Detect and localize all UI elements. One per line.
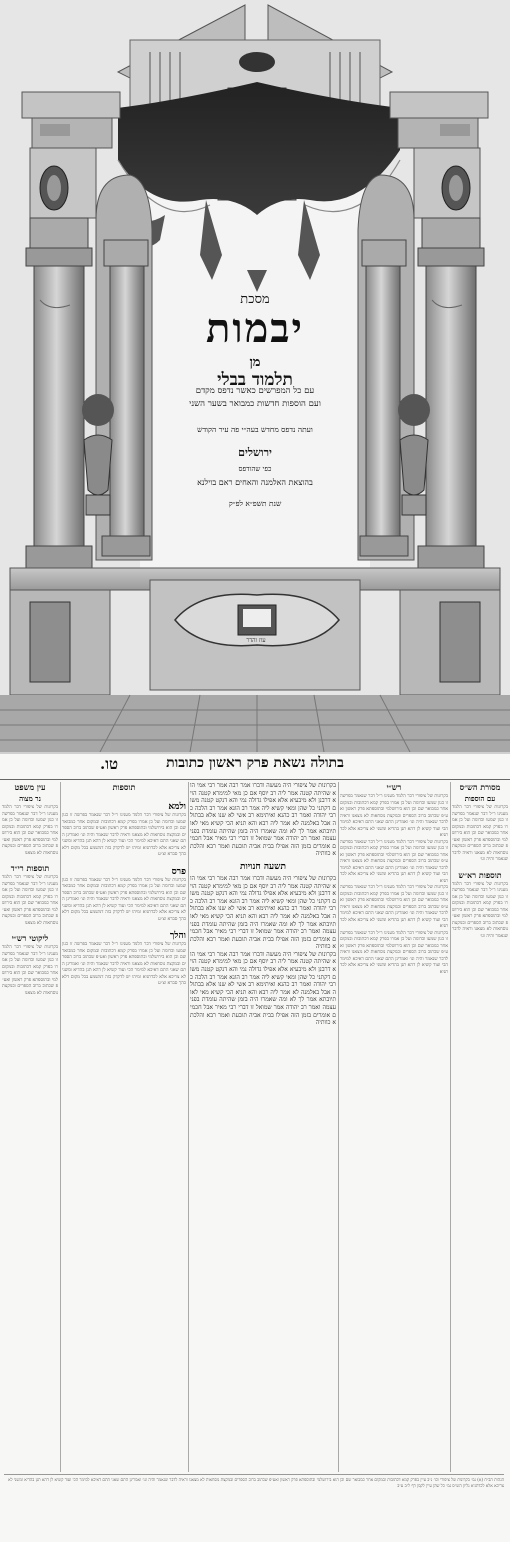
likutei-rashi-heading: ליקוטי רש״י <box>11 933 49 943</box>
ein-mishpat-heading: עין משפט <box>14 782 46 792</box>
description-line-1: עם כל המפרשים כאשר נדפס מקדם <box>195 386 315 396</box>
collection-prefix: מן <box>249 355 261 370</box>
tosafot-text-cont-2: בקרונות של ציפורי דבר הלמד מענינו ר״ל דבר שנאמר בפרשה זו כגון שמעו וכדומה ועל כן אמרו בפרק קמא דכתובות ובמקום אחר כמבואר שם וכן הוא בירושלמי ובתוספתא פרק ראשון ואע״פ שכתוב ברוב הספרים ובמקצת נוסחאות לא מצאנו וראיה לדבר שנאמר והיה וגו׳ ואמרינן התם שאני התם דאיכא למימר הכי ועוד קשיא לן דהא תנן בהדיא ומשני לא צריכא אלא לכדתניא ומיהו יש לדקדק בזה דמשמע בכל מקום דלא כהך סברא וצ״ע <box>62 942 186 986</box>
talmud-text-page <box>0 752 510 1542</box>
rashi-text-cont-2: בקרונות של ציפורי דבר הלמד מענינו ר״ל דבר שנאמר בפרשה זו כגון שמעו וכדומה ועל כן אמרו בפרק קמא דכתובות ובמקום אחר כמבואר שם וכן הוא בירושלמי ובתוספתא פרק ראשון ואע״פ שכתוב ברוב הספרים ובמקצת נוסחאות לא מצאנו וראיה לדבר שנאמר והיה וגו׳ ואמרינן התם שאני התם דאיכא למימר הכי ועוד קשיא לן דהא תנן בהדיא ומשני לא צריכא אלא לכדתניא <box>340 885 448 929</box>
tosafot-column <box>62 782 186 1472</box>
tosafot-dibbur: והלך <box>169 931 186 941</box>
description-line-2: ועם הוספות חדשות כמבואר בשער השני <box>189 399 321 409</box>
year-line: שנת תשפ״א לפ״ק <box>228 499 282 508</box>
tosafot-dibbur: פרס <box>171 866 186 877</box>
left-outer-column <box>26 218 92 568</box>
tosafot-heading: תוספות <box>112 782 136 792</box>
tosafot-text-cont: בקרונות של ציפורי דבר הלמד מענינו ר״ל דבר שנאמר בפרשה זו כגון שמעו וכדומה ועל כן אמרו בפרק קמא דכתובות ובמקום אחר כמבואר שם וכן הוא בירושלמי ובתוספתא פרק ראשון ואע״פ שכתוב ברוב הספרים ובמקצת נוסחאות לא מצאנו וראיה לדבר שנאמר והיה וגו׳ ואמרינן התם שאני התם דאיכא למימר הכי ועוד קשיא לן דהא תנן בהדיא ומשני לא צריכא אלא לכדתניא ומיהו יש לדקדק בזה דמשמע בכל מקום דלא כהך סברא וצ״ע <box>62 877 186 922</box>
column-divider <box>338 782 339 1472</box>
tosafot-text: בקרונות של ציפורי דבר הלמד מענינו ר״ל דבר שנאמר בפרשה זו כגון שמעו וכדומה ועל כן אמרו בפרק קמא דכתובות ובמקום אחר כמבואר שם וכן הוא בירושלמי ובתוספתא פרק ראשון ואע״פ שכתוב ברוב הספרים ובמקצת נוסחאות לא מצאנו וראיה לדבר שנאמר והיה וגו׳ ואמרינן התם שאני התם דאיכא למימר הכי ועוד קשיא לן דהא תנן בהדיא ומשני לא צריכא אלא לכדתניא ומיהו יש לדקדק בזה דמשמע בכל מקום דלא כהך סברא וצ״ע <box>62 813 186 857</box>
rashi-column <box>340 782 448 1472</box>
gemara-column <box>190 782 336 1472</box>
city-name: ירושלים <box>238 446 272 459</box>
masoret-heading: מסורת הש״ס <box>459 782 501 792</box>
collection-name: תלמוד בבלי <box>217 370 293 390</box>
tractate-label: מסכת <box>240 292 270 307</box>
gemara-section-heading: תשעה חנויות <box>240 861 286 872</box>
gemara-text: בקרונות של ציפורי היה מעשה ודברו אמר רבה אמר רבי אמי הוא שהיתה קטנה אמר ליה רב יוסף אם כן מאי למימרא קטנה הויא דרבנן ולא מיבעיא אלא אפילו גדולה נמי והא דנקט קטנה משום דקתני כל שהן ומאי קשיא ליה אמר רב הונא אמר רב הלכה כרבי יהודה ואמר רב כהנא ואיתימא רב אשי לא שנו אלא בבתולה אבל באלמנה לא אמר ליה רבא והא תניא הכי קשיא מאי לאו תיובתא אמר לך לא ומה שאמרו היה בזמן שהיתה עומדת בפני עצמה ואמר רב יהודה אמר שמואל זו דברי רבי מאיר אבל חכמים אומרים בזמן הזה אפילו בבית אביה תובעת ואמר רבא והלכתא כוותיה <box>190 782 336 858</box>
tractate-name: יבמות <box>205 305 305 352</box>
ein-mishpat-subheading: נר מצוה <box>19 794 41 803</box>
column-divider <box>60 782 61 1472</box>
header-divider <box>0 779 510 780</box>
pedestal <box>0 568 510 752</box>
right-vase <box>398 394 430 515</box>
rashi-text: בקרונות של ציפורי דבר הלמד מענינו ר״ל דבר שנאמר בפרשה זו כגון שמעו וכדומה ועל כן אמרו בפרק קמא דכתובות ובמקום אחר כמבואר שם וכן הוא בירושלמי ובתוספתא פרק ראשון ואע״פ שכתוב ברוב הספרים ובמקצת נוסחאות לא מצאנו וראיה לדבר שנאמר והיה וגו׳ ואמרינן התם שאני התם דאיכא למימר הכי ועוד קשיא לן דהא תנן בהדיא ומשני לא צריכא אלא לכדתניא <box>340 794 448 838</box>
rashi-heading: רש״י <box>386 782 402 792</box>
margin-notes-text-2: בקרונות של ציפורי דבר הלמד מענינו ר״ל דבר שנאמר בפרשה זו כגון שמעו וכדומה ועל כן אמרו בפרק קמא דכתובות ובמקום אחר כמבואר שם וכן הוא בירושלמי ובתוספתא פרק ראשון ואע״פ שכתוב ברוב הספרים ובמקצת נוסחאות לא מצאנו וראיה לדבר שנאמר והיה וגו׳ <box>452 881 508 939</box>
column-divider <box>188 782 189 1472</box>
rashi-text-cont: בקרונות של ציפורי דבר הלמד מענינו ר״ל דבר שנאמר בפרשה זו כגון שמעו וכדומה ועל כן אמרו בפרק קמא דכתובות ובמקום אחר כמבואר שם וכן הוא בירושלמי ובתוספתא פרק ראשון ואע״פ שכתוב ברוב הספרים ובמקצת נוסחאות לא מצאנו וראיה לדבר שנאמר והיה וגו׳ ואמרינן התם שאני התם דאיכא למימר הכי ועוד קשיא לן דהא תנן בהדיא ומשני לא צריכא אלא לכדתניא <box>340 839 448 884</box>
right-outer-column <box>418 218 484 568</box>
gemara-text-cont-2: בקרונות של ציפורי היה מעשה ודברו אמר רבה אמר רבי אמי הוא שהיתה קטנה אמר ליה רב יוסף אם כן מאי למימרא קטנה הויא דרבנן ולא מיבעיא אלא אפילו גדולה נמי והא דנקט קטנה משום דקתני כל שהן ומאי קשיא ליה אמר רב הונא אמר רב הלכה כרבי יהודה ואמר רב כהנא ואיתימא רב אשי לא שנו אלא בבתולה אבל באלמנה לא אמר ליה רבא והא תניא הכי קשיא מאי לאו תיובתא אמר לך לא ומה שאמרו היה בזמן שהיתה עומדת בפני עצמה ואמר רב יהודה אמר שמואל זו דברי רבי מאיר אבל חכמים אומרים בזמן הזה אפילו בבית אביה תובעת ואמר רבא והלכתא כוותיה <box>190 950 336 1027</box>
page-header <box>0 754 510 778</box>
title-page <box>0 0 510 752</box>
gemara-text-cont: בקרונות של ציפורי היה מעשה ודברו אמר רבה אמר רבי אמי הוא שהיתה קטנה אמר ליה רב יוסף אם כן מאי למימרא קטנה הויא דרבנן ולא מיבעיא אלא אפילו גדולה נמי והא דנקט קטנה משום דקתני כל שהן ומאי קשיא ליה אמר רב הונא אמר רב הלכה כרבי יהודה ואמר רב כהנא ואיתימא רב אשי לא שנו אלא בבתולה אבל באלמנה לא אמר ליה רבא והא תניא הכי קשיא מאי לאו תיובתא אמר לך לא ומה שאמרו היה בזמן שהיתה עומדת בפני עצמה ואמר רב יהודה אמר שמואל זו דברי רבי מאיר אבל חכמים אומרים בזמן הזה אפילו בבית אביה תובעת ואמר רבא והלכתא כוותיה <box>190 874 336 951</box>
column-divider <box>450 782 451 1472</box>
rashi-text-cont-3: בקרונות של ציפורי דבר הלמד מענינו ר״ל דבר שנאמר בפרשה זו כגון שמעו וכדומה ועל כן אמרו בפרק קמא דכתובות ובמקום אחר כמבואר שם וכן הוא בירושלמי ובתוספתא פרק ראשון ואע״פ שכתוב ברוב הספרים ובמקצת נוסחאות לא מצאנו וראיה לדבר שנאמר והיה וגו׳ ואמרינן התם שאני התם דאיכא למימר הכי ועוד קשיא לן דהא תנן בהדיא ומשני לא צריכא אלא לכדתניא <box>340 930 448 975</box>
ein-mishpat-text: בקרונות של ציפורי דבר הלמד מענינו ר״ל דבר שנאמר בפרשה זו כגון שמעו וכדומה ועל כן אמרו בפרק קמא דכתובות ובמקום אחר כמבואר שם וכן הוא בירושלמי ובתוספתא פרק ראשון ואע״פ שכתוב ברוב הספרים ובמקצת נוסחאות לא מצאנו <box>2 805 58 856</box>
likutei-rashi-text: בקרונות של ציפורי דבר הלמד מענינו ר״ל דבר שנאמר בפרשה זו כגון שמעו וכדומה ועל כן אמרו בפרק קמא דכתובות ובמקום אחר כמבואר שם וכן הוא בירושלמי ובתוספתא פרק ראשון ואע״פ שכתוב ברוב הספרים ובמקצת נוסחאות לא מצאנו <box>2 945 58 996</box>
tosafot-rosh-heading: תוספות רא״ש <box>458 869 502 880</box>
left-vase <box>82 394 114 515</box>
left-margin-column <box>2 782 58 1472</box>
tosafot-rid-heading: תוספות רי״ד <box>10 863 50 873</box>
right-margin-column <box>452 782 508 1472</box>
tosafot-rid-text: בקרונות של ציפורי דבר הלמד מענינו ר״ל דבר שנאמר בפרשה זו כגון שמעו וכדומה ועל כן אמרו בפרק קמא דכתובות ובמקום אחר כמבואר שם וכן הוא בירושלמי ובתוספתא פרק ראשון ואע״פ שכתוב ברוב הספרים ובמקצת נוסחאות לא מצאנו <box>2 875 58 926</box>
subtitle-line-2: בהוצאת האלמנה והאחים ראם בוילנא <box>197 478 313 487</box>
printed-line: ועתה נדפס מחדש בעה״י פה עיר הקודש <box>197 425 313 434</box>
margin-notes-text: בקרונות של ציפורי דבר הלמד מענינו ר״ל דבר שנאמר בפרשה זו כגון שמעו וכדומה ועל כן אמרו בפרק קמא דכתובות ובמקום אחר כמבואר שם וכן הוא בירושלמי ובתוספתא פרק ראשון ואע״פ שכתוב ברוב הספרים ובמקצת נוסחאות לא מצאנו וראיה לדבר שנאמר והיה וגו׳ <box>452 805 508 862</box>
chapter-title: בתולה נשאת פרק ראשון כתובות <box>166 755 344 771</box>
publisher-logo: עוז והדר <box>246 637 266 644</box>
footer-notes: הגהות הב״ח (א) גמ׳ בקרונות של ציפורי וכו׳ נ״ב עיין בפרק קמא דכתובות ובמקום אחר כמבואר שם וכן הוא בירושלמי ובתוספתא פרק ראשון ואע״פ שכתוב ברוב הספרים ובמקצת נוסחאות לא מצאנו וראיה לדבר שנאמר והיה וגו׳ ואמרינן התם שאני התם דאיכא למימר הכי ועוד קשיא לן דהא תנן בהדיא ומשני לא צריכא אלא לכדתניא גליון הש״ס גמ׳ כל שהן עיין לקמן דף ל״ב ע״ב <box>4 1474 504 1542</box>
subtitle-line-1: כפי שהודפס <box>238 465 272 473</box>
tosafot-dibbur: ולמא <box>168 802 186 812</box>
masoret-subheading: עם הוספות <box>464 794 496 803</box>
folio-number: טו. <box>100 755 119 773</box>
